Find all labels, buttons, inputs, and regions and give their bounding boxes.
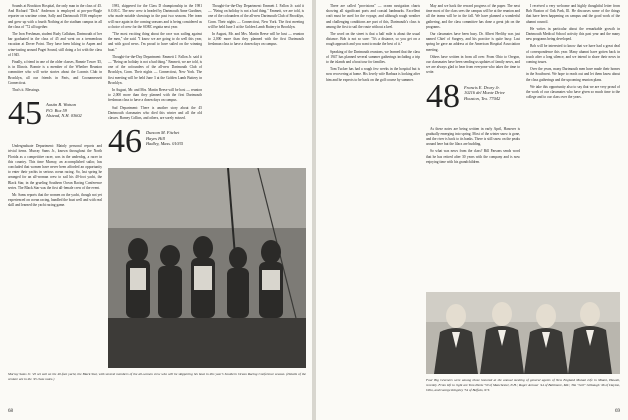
paragraph: In August, Mr. and Mrs. Martin Reese will be host — reunion to 2,000 more than they planned with the first Dartmouth freshman class to have a dozen days on campus. bbox=[208, 32, 304, 47]
secretary-city: Alstead, N.H. 03602 bbox=[46, 113, 82, 119]
paragraph: 1981, skippered for the Class D championship in the 1981 S.O.R.C. The new crew is headed by Dartmouth Anne Gardiner, who made notable showings in the past two seasons. Her team will race again in the coming seasons and is being considered as a choice of crew for the SORC regatta next year. bbox=[108, 4, 202, 29]
class-header-46 bbox=[108, 124, 202, 168]
class-number: 48 bbox=[426, 77, 460, 115]
page-number-left: 68 bbox=[8, 409, 13, 414]
right-column-2 bbox=[426, 4, 520, 290]
paragraph: "The most exciting thing about the race was sailing against the men," she said. "I know we are going to do well this year, and with good news. I'm proud to have sailed on the winning boat." bbox=[108, 32, 202, 52]
class-number: 46 bbox=[108, 123, 142, 161]
secretary-city: Hadley, Mass. 01035 bbox=[146, 141, 184, 147]
paragraph: The Iron Freshman, student Rudy Callahan, Dartmouth of her bar graduated in the class of 45 and went on a tremendous vacation at Dover Point. They have been hiking to Aspen and wine-tasting around Puget Sound, still doing a lot with the class of 1945. bbox=[8, 32, 102, 57]
secretary-address: Hayes Hill bbox=[146, 135, 165, 141]
paragraph: Tom Tucker has had a rough few weeks in the hospital but is now recovering at home. His lovely wife Barbara is looking after him and he expects to be back on the golf course by summer. bbox=[326, 67, 420, 82]
paragraph: I received a very welcome and highly thoughtful letter from Bob Buxton of Oak Park, Ill. He discusses some of the things that have been happening on campus and the good work of the alumni council. bbox=[526, 4, 620, 24]
secretary-name: Austin B. Watson bbox=[46, 102, 76, 108]
paragraph: Others have written in from all over. From Ohio to Oregon, our classmates have been sending us updates of family news, and we are always glad to hear from everyone who takes the time to write. bbox=[426, 54, 520, 75]
paragraph: Sounds at Brookton Hospital, the only man in the class of 45. And Richard "Dick" Anderson is employed at pro-pro-Bugle reporter on wartime crime, Sally and Dartmouth 1936 employee and grew up with a fourth Nothing at the stadium campus in all the class of "72 all together. bbox=[8, 4, 102, 29]
paragraph: Mr. Sams reports that the women on the yacht, though not yet experienced on ocean racing, handled the boat well and with real skill and learned the yacht racing game. bbox=[8, 193, 102, 208]
paragraph: Thought-for-the-Day Department: Emmett J. Fallon Jr. said it — "Being on holiday is not a bad thing." Emmett, we are told, is one of the cofounders of the all-new Dartmouth Club of Brooklyn, Conn. Their nights — Connecticut, New York. The first meeting will be held June 3 at the Golden Lamb Buttery in Brooklyn. bbox=[108, 54, 202, 85]
paragraph: Bob will be interested to know that we have had a great deal of correspondence this year. Many alumni have gotten back in touch after a long silence, and we intend to share their news in coming issues. bbox=[526, 44, 620, 65]
crew-photo-caption: Murray Sams Jr. '45 set sail on his 40-foot yacht, the Black Star, with several members of the all-women crew who will be skippering his boat in this year's Southern Ocean Racing Conference season. (Details of the venture are in the '45 class notes.) bbox=[8, 372, 306, 381]
secretary-name: Duncan M. Fitchet bbox=[146, 130, 180, 136]
right-column-1 bbox=[326, 4, 420, 290]
secretary-address: 10216 del Monte Drive bbox=[464, 90, 505, 96]
paragraph: So what was news from the class? Bill Parsons sends word that he has retired after 30 years with the company and is now enjoying time with his grandchildren. bbox=[426, 149, 520, 164]
paragraph: In August, Mr. and Mrs. Martin Reese will be host — reunion to 2,000 more than they planned with the first Dartmouth freshman class to have a dozen days on campus. bbox=[108, 88, 202, 103]
left-column-1 bbox=[8, 4, 102, 300]
alumni-photo-caption: Four Big Greeners were among those honored at the annual meeting of general agents of New England Mutual Life in Miami, Hawaii, recently. From left to right are Tom Parks '50 of Manchester, N.H.; Roger Armour '44 of Baltimore, Md.; Tim "Grit" Gilbaugh '46 of Dayton, Ohio, and George Kingsley '54 of Buffalo, N.Y. bbox=[426, 378, 620, 392]
secretary-address: P.O. Box 59 bbox=[46, 107, 67, 113]
paragraph: That's it. Blessings. bbox=[12, 88, 41, 93]
class-secretary-info bbox=[146, 130, 183, 147]
right-page bbox=[316, 0, 628, 420]
paragraph: Over the years, many Dartmouth men have made their homes in the Southwest. We hope to reach out and let them know about the class gatherings and the upcoming reunion plans. bbox=[526, 67, 620, 82]
paragraph: There are called "provisions" — ocean navigation charts showing all significant ports and coastal landmarks. Excellent craft must be used for the voyage, and although rough weather and challenging conditions are part of this, Dartmouth's class is among the first to sail the route without a keel. bbox=[326, 4, 420, 29]
class-header-48 bbox=[426, 79, 520, 123]
paragraph: He writes in particular about the remarkable growth in Dartmouth Medical School activity this past year and the many new programs being developed. bbox=[526, 26, 620, 42]
class-secretary-info bbox=[464, 85, 505, 102]
left-column-3 bbox=[208, 4, 304, 164]
paragraph: May and we hack the reward progress of the paper. The next time most of the class sees the campus will be at the reunion and all the teams will be in the fall. We have planned a wonderful gathering, and the class committee has done a great job on the programs. bbox=[426, 4, 520, 29]
paragraph: Sad Department: There is another story about the 45 Dartmouth classmates who died this winter and all the old classes. Barney Collins, and others, are sorely missed. bbox=[108, 105, 202, 121]
paragraph: The word on the street is that a half mile is about the usual distance. Bob is not so sure: "It's a distance, so you get on a rough approach and you want to make the best of it." bbox=[326, 32, 420, 47]
paragraph: Our classmates have been busy. Dr. Albert Herlihy was just named Chief of Surgery, and his practice is quite busy. Last spring he gave an address at the American Hospital Association meeting. bbox=[426, 32, 520, 52]
class-secretary-info bbox=[46, 102, 82, 119]
paragraph: Speaking of the Dartmouth reunions, we learned that the class of 1947 has planned several summer gatherings including a trip to the islands and a boat tour for families. bbox=[326, 49, 420, 65]
alumni-photo bbox=[426, 292, 620, 374]
paragraph: Thought-for-the-Day Department: Emmett J. Fallon Jr. said it — "Being on holiday is not a bad thing." Emmett, we are told, is one of the cofounders of the all-new Dartmouth Club of Brooklyn, Conn. Their nights — Connecticut, New York. The first meeting will be held June 3 at the Golden Lamb Buttery in Brooklyn. bbox=[208, 4, 304, 29]
right-column-3 bbox=[526, 4, 620, 290]
class-header-45 bbox=[8, 96, 102, 140]
secretary-name: Francis E. Drury Jr. bbox=[464, 84, 500, 90]
class-number: 45 bbox=[8, 95, 42, 133]
page-number-right: 69 bbox=[615, 409, 620, 414]
secretary-city: Houston, Tex. 77042 bbox=[464, 95, 501, 101]
paragraph: Undergraduate Department: Mainly personal reports and trivial items. Murray Sams Jr., known throughout the North Florida as a competitive racer, was in the underdog, a racer in this country. This time Murray, an accomplished sailor, has concluded that women have never been afforded an opportunity to enter their yachts in serious ocean racing. So, last spring he arranged for an all-woman crew to sail his 40-foot yacht, the Black Star, in the grueling Southern Ocean Racing Conference series. The Black Star was the first all-female crew of the event. bbox=[8, 144, 102, 190]
crew-photo bbox=[108, 168, 306, 368]
paragraph: We take this opportunity also to say that we are very proud of the work of our classmates who have given so much time to the college and to our class over the years. bbox=[526, 84, 620, 100]
left-page bbox=[0, 0, 312, 420]
paragraph: Finally, a friend in one of the older classes, Bonnie Tower '45, is in Illinois. Bonnie is a member of the Whether Reunion committee who will write stories about the Loomis Club in Brooklyn, all our friends in Paris, and Coonamessett Connecticut. bbox=[8, 60, 102, 85]
paragraph: As these notes are being written in early April, Hanover is gradually emerging into spring. Most of the winter snow is gone, and the river is back to its banks. There is still snow on the peaks around here but the lilacs are budding. bbox=[426, 126, 520, 147]
